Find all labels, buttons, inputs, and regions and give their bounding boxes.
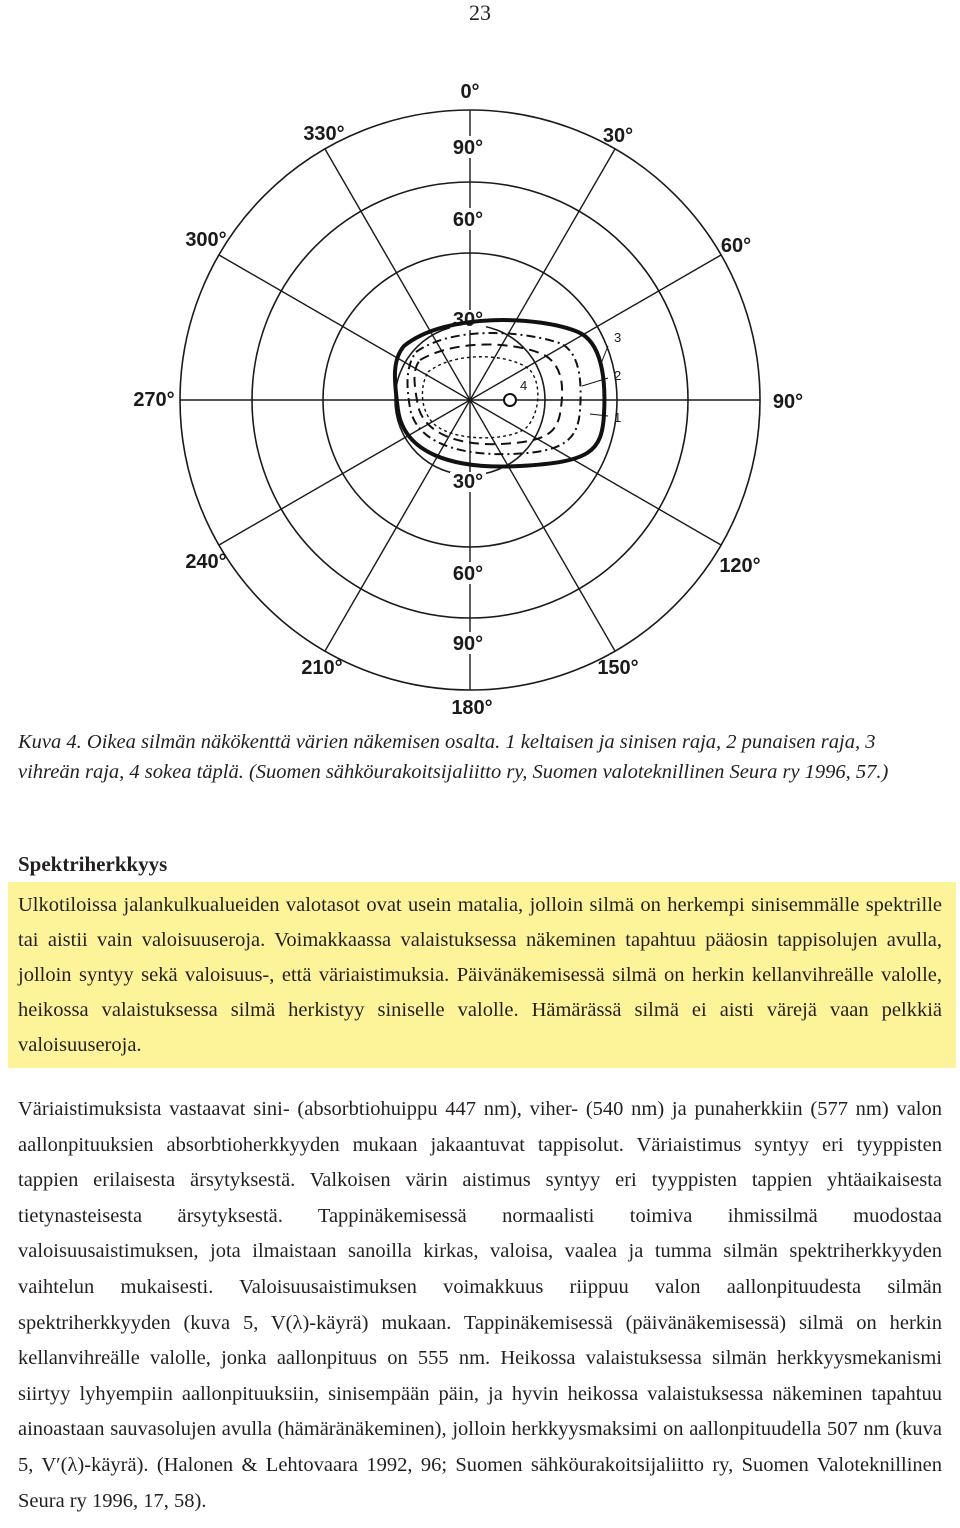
page-number: 23 (469, 0, 491, 25)
label-180: 180° (451, 697, 493, 719)
label-60: 60° (720, 235, 752, 257)
highlighted-paragraph: Ulkotiloissa jalankulkualueiden valotasot ovat usein matalia, jolloin silmä on herkempi sinisemmälle spektrille tai aistii vain valoisuuseroja. Voimakkaassa valaistuksessa näkeminen tapahtuu pääosin tappisolujen avulla, jolloin syntyy sekä valoisuus-, että väriaistimuksia. Päivänäkemisessä silmä on herkin kellanvihreälle valolle, heikossa valaistuksessa silmä herkistyy siniselle valolle. Hämärässä silmä ei aisti värejä vaan pelkkiä valoisuuseroja. (18, 894, 942, 1056)
figure-caption: Kuva 4. Oikea silmän näkökenttä värien näkemisen osalta. 1 keltaisen ja sinisen raja, 2 punaisen raja, 3 vihreän raja, 4 sokea täplä. (Suomen sähköurakoitsijaliitto ry, Suomen valoteknillinen Seura ry 1996, 57.) (18, 731, 889, 783)
body-paragraph: Väriaistimuksista vastaavat sini- (absorbtiohuippu 447 nm), viher- (540 nm) ja punaherkkiin (577 nm) valon aallonpituuksien absorbtioherkkyyden mukaan jakaantuvat tappisolut. Väriaistimus syntyy eri tyyppisten tappien erilaisesta ärsytyksestä. Valkoisen värin aistimus syntyy eri tyyppisten tappien yhtäaikaisesta tietynasteisesta ärsytyksestä. Tappinäkemisessä normaalisti toimiva ihmissilmä muodostaa valoisuusaistimuksen, jota ilmaistaan sanoilla kirkas, valoisa, vaalea ja tumma silmän spektriherkkyyden vaihtelun mukaisesti. Valoisuusaistimuksen voimakkuus riippuu valon aallonpituudesta silmän spektriherkkyyden (kuva 5, V(λ)-käyrä) mukaan. Tappinäkemisessä (päivänäkemisessä) silmä on herkin kellanvihreälle valolle, jonka aallonpituus on 555 nm. Heikossa valaistuksessa silmän herkkyysmekanismi siirtyy lyhyempiin aallonpituuksiin, sinisempään päin, ja hyvin heikossa valaistuksessa näkeminen tapahtuu ainoastaan sauvasolujen avulla (hämäränäkeminen), jolloin herkkyysmaksimi on aallonpituudella 507 nm (kuva 5, V′(λ)-käyrä). (Halonen & Lehtovaara 1992, 96; Suomen sähköurakoitsijaliitto ry, Suomen Valoteknillinen Seura ry 1996, 17, 58). (18, 1098, 942, 1512)
label-150: 150° (597, 657, 639, 679)
boundary-1-yellow-blue (395, 320, 605, 466)
ring-label-down-60: 60° (452, 563, 484, 585)
label-30: 30° (602, 125, 634, 147)
label-270: 270° (133, 389, 175, 411)
ring-label-up-90: 90° (452, 137, 484, 159)
ring-label-down-30: 30° (452, 471, 484, 493)
boundary-inner (422, 357, 537, 438)
ring-label-up-60: 60° (452, 209, 484, 231)
curve-label-4: 4 (520, 378, 528, 393)
label-300: 300° (185, 229, 227, 251)
curve-label-2: 2 (614, 368, 622, 383)
label-240: 240° (185, 551, 227, 573)
label-120: 120° (719, 555, 761, 577)
curve-label-1: 1 (614, 410, 622, 425)
label-330: 330° (303, 123, 345, 145)
polar-chart (120, 80, 820, 720)
label-90: 90° (772, 391, 804, 413)
label-210: 210° (301, 657, 343, 679)
section-heading: Spektriherkkyys (18, 852, 168, 876)
ring-label-up-30: 30° (452, 309, 484, 331)
blind-spot (504, 394, 516, 406)
curve-label-3: 3 (614, 330, 622, 345)
visual-field-diagram (120, 80, 820, 720)
ring-label-down-90: 90° (452, 633, 484, 655)
label-0: 0° (460, 81, 480, 103)
